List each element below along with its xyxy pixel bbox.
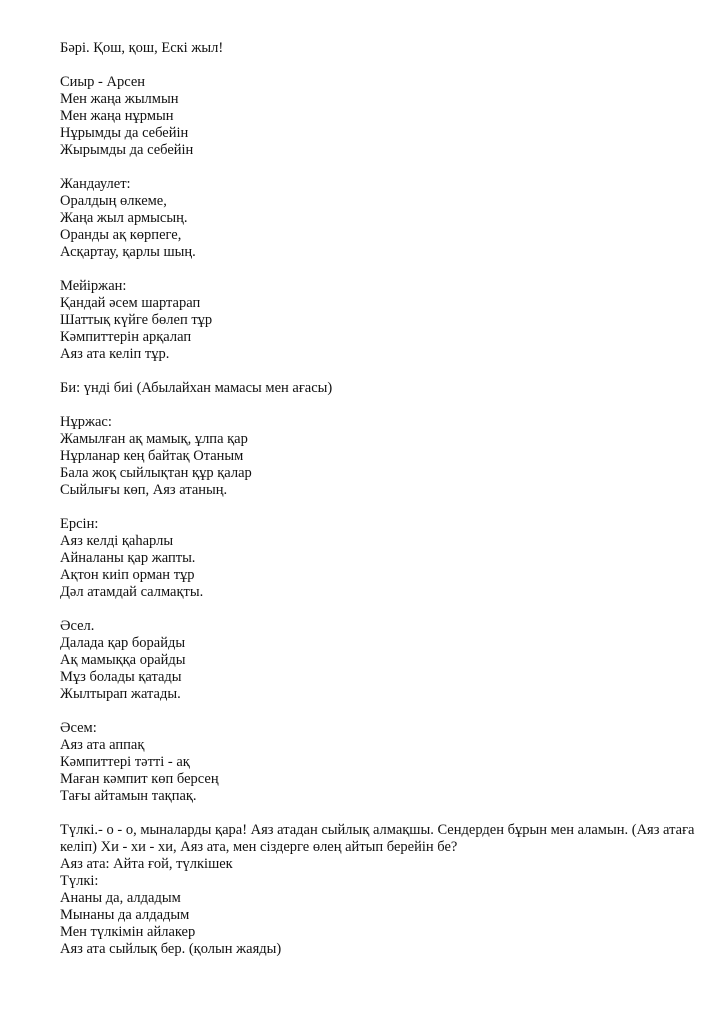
stanza-line: Сиыр - Арсен <box>60 74 146 90</box>
stanza-zhandaulet <box>60 176 700 261</box>
stanza-arsen <box>60 74 700 159</box>
stanza-line: Оранды ақ көрпеге, <box>60 227 182 243</box>
stanza-gap <box>60 57 700 74</box>
speaker-label: Мейіржан: <box>60 278 127 294</box>
stanza-line: Далада қар борайды <box>60 635 186 651</box>
stanza-line: Шаттық күйге бөлеп тұр <box>60 312 213 328</box>
dance-note <box>60 380 700 397</box>
speaker-label: Ерсін: <box>60 516 99 532</box>
stanza-line: Айналаны қар жапты. <box>60 550 196 566</box>
stanza-gap <box>60 601 700 618</box>
stanza-line: Жамылған ақ мамық, ұлпа қар <box>60 431 248 447</box>
stanza-asem <box>60 720 700 805</box>
stanza-line: Сыйлығы көп, Аяз атаның. <box>60 482 228 498</box>
stanza-line: Кәмпиттері тәтті - ақ <box>60 754 190 770</box>
opening-line: Бәрі. Қош, қош, Ескі жыл! <box>60 40 224 56</box>
stanza-line: Асқартау, қарлы шың. <box>60 244 196 260</box>
speaker-label: Әсем: <box>60 720 97 736</box>
stanza-gap <box>60 159 700 176</box>
stanza-line: Аяз ата келіп тұр. <box>60 346 170 362</box>
stanza-line: Аяз ата аппақ <box>60 737 145 753</box>
stanza-line: Жаңа жыл армысың. <box>60 210 188 226</box>
stanza-line: Жырымды да себейін <box>60 142 194 158</box>
stanza-nurzhas <box>60 414 700 499</box>
stanza-ersin <box>60 516 700 601</box>
stanza-line: Мен түлкімін айлакер <box>60 924 196 940</box>
stanza-gap <box>60 397 700 414</box>
stanza-line: Нұрланар кең байтақ Отаным <box>60 448 244 464</box>
stanza-line: Аяз келді қаһарлы <box>60 533 174 549</box>
stanza-line: Мынаны да алдадым <box>60 907 190 923</box>
document-page <box>60 40 700 958</box>
speaker-label: Әсел. <box>60 618 95 634</box>
stanza-meiirzhan <box>60 278 700 363</box>
stanza-line: Нұрымды да себейін <box>60 125 189 141</box>
dialogue-line: Аяз ата: Айта ғой, түлкішек <box>60 856 233 872</box>
stanza-line: Мұз болады қатады <box>60 669 182 685</box>
stanza-gap <box>60 499 700 516</box>
stanza-line: Тағы айтамын тақпақ. <box>60 788 197 804</box>
stanza-line: Қандай әсем шартарап <box>60 295 201 311</box>
stanza-line: Ақтон киіп орман тұр <box>60 567 195 583</box>
stanza-gap <box>60 261 700 278</box>
stanza-line: Кәмпиттерін арқалап <box>60 329 192 345</box>
closing-dialogue <box>60 856 700 958</box>
stanza-line: Аяз ата сыйлық бер. (қолын жаяды) <box>60 941 282 957</box>
stanza-line: Маған кәмпит көп берсең <box>60 771 219 787</box>
fox-paragraph: Түлкі.- о - о, мыналарды қара! Аяз атадан сыйлық алмақшы. Сендерден бұрын мен аламын. (Аяз атаға келіп) Хи - хи - хи, Аяз ата, мен сіздерге өлең айтып берейін бе? <box>60 822 695 855</box>
stanza-gap <box>60 703 700 720</box>
stanza-line: Жылтырап жатады. <box>60 686 181 702</box>
stanza-asel <box>60 618 700 703</box>
speaker-label: Нұржас: <box>60 414 112 430</box>
stanza-gap <box>60 363 700 380</box>
stanza-line: Мен жаңа нұрмын <box>60 108 174 124</box>
speaker-label: Түлкі: <box>60 873 99 889</box>
stanza-line: Оралдың өлкеме, <box>60 193 167 209</box>
stage-direction: Би: үнді биі (Абылайхан мамасы мен ағасы) <box>60 380 333 396</box>
stanza-line: Ақ мамыққа орайды <box>60 652 186 668</box>
stanza-line: Дәл атамдай салмақты. <box>60 584 204 600</box>
stanza-gap <box>60 805 700 822</box>
stanza-line: Ананы да, алдадым <box>60 890 181 906</box>
stanza-line: Бала жоқ сыйлықтан құр қалар <box>60 465 252 481</box>
stanza-line: Мен жаңа жылмын <box>60 91 179 107</box>
speaker-label: Жандаулет: <box>60 176 131 192</box>
